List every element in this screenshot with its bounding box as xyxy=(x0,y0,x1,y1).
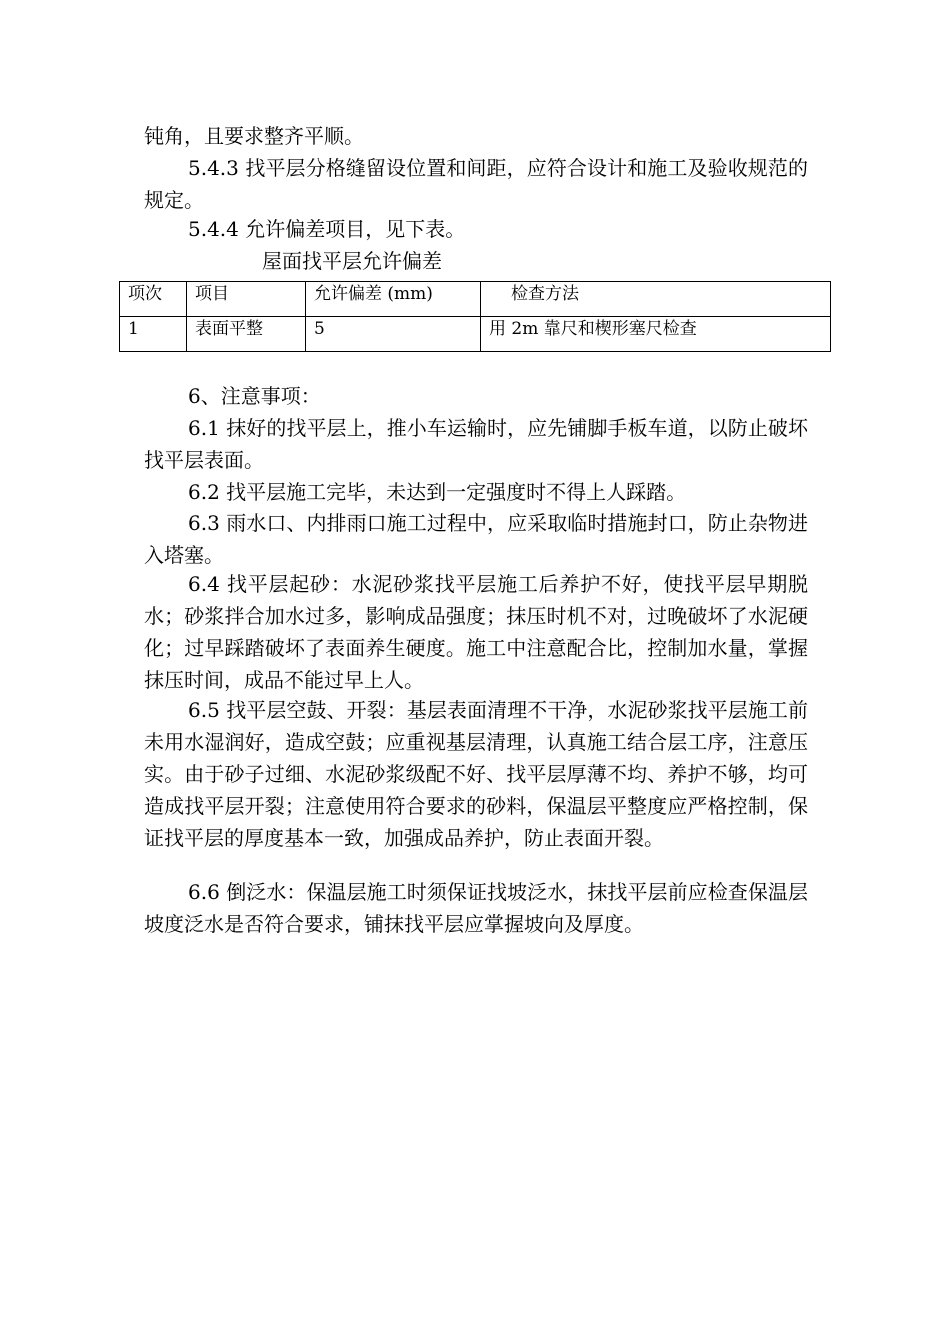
table-caption: 屋面找平层允许偏差 xyxy=(262,249,442,273)
table-cell: 5 xyxy=(306,317,481,352)
table-header-cell: 允许偏差 (mm) xyxy=(306,282,481,317)
notes-heading: 6、注意事项： xyxy=(188,384,321,408)
paragraph-continuation: 钝角，且要求整齐平顺。 xyxy=(144,124,364,148)
table-header-row xyxy=(120,282,831,317)
note-6-6: 6.6 倒泛水：保温层施工时须保证找坡泛水，抹找平层前应检查保温层坡度泛水是否符合要求，铺抹找平层应掌握坡向及厚度。 xyxy=(144,880,808,936)
note-6-4: 6.4 找平层起砂：水泥砂浆找平层施工后养护不好，使找平层早期脱水；砂浆拌合加水过多，影响成品强度；抹压时机不对，过晚破坏了水泥硬化；过早踩踏破坏了表面养生硬度。施工中注意配合比，控制加水量，掌握抹压时间，成品不能过早上人。 xyxy=(144,572,808,692)
paragraph-5-4-4: 5.4.4 允许偏差项目，见下表。 xyxy=(188,217,466,241)
note-6-5: 6.5 找平层空鼓、开裂：基层表面清理不干净，水泥砂浆找平层施工前未用水湿润好，造成空鼓；应重视基层清理，认真施工结合层工序，注意压实。由于砂子过细、水泥砂浆级配不好、找平层厚薄不均、养护不够，均可造成找平层开裂；注意使用符合要求的砂料，保温层平整度应严格控制，保证找平层的厚度基本一致，加强成品养护，防止表面开裂。 xyxy=(144,698,808,850)
table-cell: 1 xyxy=(120,317,187,352)
table-header-cell: 检查方法 xyxy=(481,282,831,317)
note-6-3: 6.3 雨水口、内排雨口施工过程中，应采取临时措施封口，防止杂物进入塔塞。 xyxy=(144,511,808,567)
tolerance-table xyxy=(119,281,831,352)
table-header-cell: 项目 xyxy=(187,282,306,317)
note-6-2: 6.2 找平层施工完毕，未达到一定强度时不得上人踩踏。 xyxy=(188,480,687,504)
note-6-1: 6.1 抹好的找平层上，推小车运输时，应先铺脚手板车道，以防止破坏找平层表面。 xyxy=(144,416,808,472)
table-row xyxy=(120,317,831,352)
paragraph-5-4-3: 5.4.3 找平层分格缝留设位置和间距，应符合设计和施工及验收规范的规定。 xyxy=(144,156,808,212)
table-header-cell: 项次 xyxy=(120,282,187,317)
table-cell: 表面平整 xyxy=(187,317,306,352)
table-cell: 用 2m 靠尺和楔形塞尺检查 xyxy=(481,317,831,352)
